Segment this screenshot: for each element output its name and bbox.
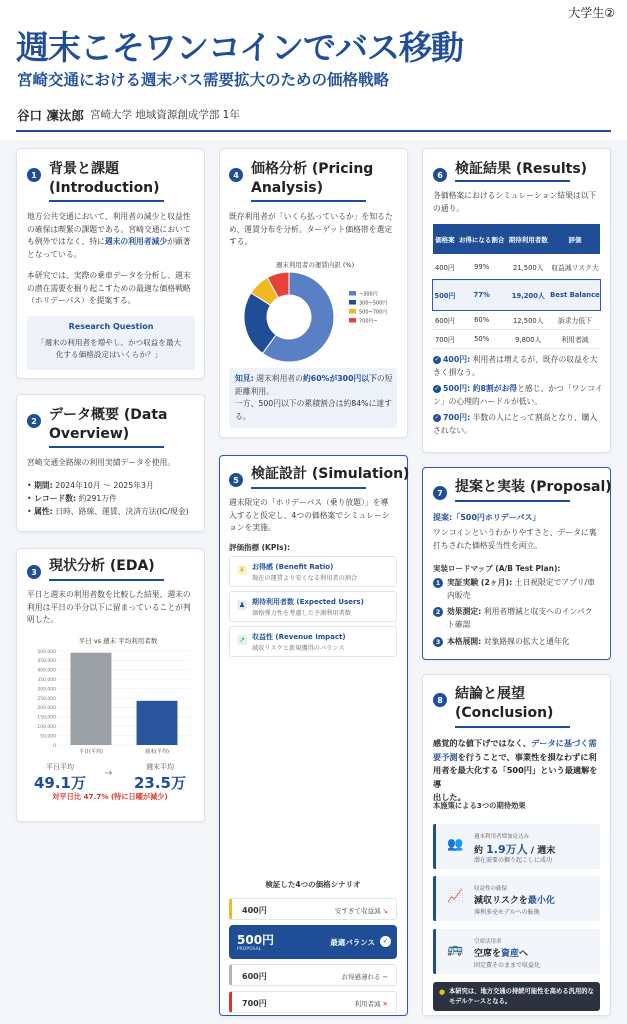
intro-paragraph: 地方公共交通において、利用者の減少と収益性 の確保は喫緊の課題である。宮崎交通において も例外ではなく、特に週末の利用者減少が顕著 となっている。 [27, 212, 191, 259]
effect-users: 👥 週末利用者増加見込み 約 1.9万人 / 週末 潜在需要の掘り起こしに成功 [433, 824, 600, 869]
chart-up-icon: ↗ [237, 635, 247, 645]
section-title: 検証結果 (Results) [455, 161, 588, 177]
bus-icon: 🚌 [447, 942, 464, 957]
fare-distribution-pie-chart [229, 256, 401, 368]
bar [71, 653, 112, 745]
legend-swatch [349, 291, 356, 296]
section-number-badge: 7 [433, 486, 447, 500]
section-title: 価格分析 (Pricing [251, 161, 374, 177]
roadmap-heading: 実装ロードマップ (A/B Test Plan): [433, 564, 561, 573]
data-bullets: • 期間: 2024年10月 〜 2025年3月 • レコード数: 約291万件 • 属性: 日時、路線、運賃、決済方法(IC/現金) [27, 481, 189, 516]
proposal-headline: 提案:「500円ホリデーパス」 [433, 513, 541, 522]
section-4-header [229, 160, 373, 198]
section-2-header [27, 406, 167, 444]
title-underline [251, 200, 366, 202]
trend-down-icon: ↘ [382, 907, 388, 915]
proposal-text: ワンコインというわかりやすさと、データに裏 打ちされた価格妥当性を両立。 [433, 528, 597, 550]
roadmap-step-3: 3 本格展開: 対象路線の拡大と通年化 [433, 636, 570, 649]
effects-heading: 本施策による3つの期待効果 [433, 801, 526, 810]
y-tick-label: 250,000 [37, 696, 56, 702]
results-table [433, 224, 600, 349]
y-tick-label: 200,000 [37, 706, 56, 712]
y-tick-label: 0 [53, 743, 56, 749]
pricing-paragraph: 既存利用者が「いくら払っているか」を知るた め、運賃分布を分析。ターゲット価格帯を選定 する。 [229, 212, 393, 246]
research-question-box [27, 316, 195, 370]
section-5-header [229, 465, 409, 487]
section-number-badge: 6 [433, 168, 447, 182]
data-intro: 宮崎交通全路線の利用実績データを使用。 [27, 458, 176, 467]
section-title: 背景と課題 [49, 161, 119, 177]
results-intro: 各価格案におけるシミュレーション結果は以下 の通り。 [433, 191, 597, 213]
intro-paragraph-2: 本研究では、実際の乗車データを分析し、週末 の潜在需要を掘り起こすための最適な価格戦略 （ホリデーパス）を提案する。 [27, 271, 191, 305]
chart-title: 週末利用者の運賃内訳 (%) [275, 261, 355, 269]
check-icon: ✓ [380, 936, 391, 947]
section-title-en: (Introduction) [49, 180, 160, 196]
section-number-badge: 1 [27, 168, 41, 182]
section-title: 結論と展望 [455, 686, 525, 702]
legend-swatch [349, 309, 356, 314]
section-1-header [27, 160, 160, 198]
corner-tag: 大学生② [568, 6, 615, 20]
author-name: 谷口 凜汰郎 [17, 108, 84, 123]
section-7-header [433, 478, 612, 500]
title-underline [49, 446, 164, 448]
conclusion-text: 感覚的な値下げではなく、データに基づく需 要予測を行うことで、事業性を損なわずに利 用者を最大化する「500円」という最適解を導 出した。 [433, 738, 598, 802]
scenario-600: 600円 お得感薄れる − [229, 964, 397, 986]
y-tick-label: 150,000 [37, 715, 56, 721]
y-tick-label: 300,000 [37, 687, 56, 693]
cross-icon: ✕ [382, 1000, 388, 1008]
y-tick-label: 50,000 [40, 734, 56, 740]
page-title: 週末こそワンコインでバス移動 [16, 28, 464, 67]
roadmap-step-2: 2 効果測定: 利用者増減と収支へのインパク ト確認 [433, 606, 592, 631]
section-title: 検証設計 (Simulation) [251, 466, 410, 482]
section-number-badge: 5 [229, 473, 243, 487]
x-tick-label: 週末(平均) [145, 749, 169, 755]
check-circle-icon: ✓ [434, 385, 440, 392]
y-tick-label: 450,000 [37, 659, 56, 665]
lightbulb-icon: ● [439, 988, 446, 996]
finding-text: 知見: 週末利用者の約60%が300円以下の短 距離利用。 一方、500円以下の累積割合は約84%に達す る。 [235, 374, 393, 421]
scenario-700: 700円 利用者減 ✕ [229, 991, 397, 1013]
section-title-en: Overview) [49, 426, 130, 442]
table-row: 600円 60% 12,500人 訴求力低下 [433, 310, 600, 329]
legend-label: 300~500円 [359, 300, 388, 307]
legend-label: ~300円 [359, 291, 378, 298]
y-tick-label: 350,000 [37, 678, 56, 683]
table-header-row: 価格案 お得になる割合 期待利用者数 評価 [433, 224, 600, 254]
section-8-header [433, 685, 553, 723]
section-title: 提案と実装 (Proposal) [455, 479, 612, 495]
effect-revenue: 📈 収益性の確保 減収リスクを最小化 薄利多売モデルへの転換 [433, 876, 600, 921]
table-row: 400円 99% 21,500人 収益減リスク大 [433, 254, 600, 280]
section-title: 現状分析 (EDA) [49, 558, 155, 574]
table-row: 700円 50% 9,800人 利用者減 [433, 329, 600, 348]
chart-up-icon: 📈 [447, 889, 464, 904]
chart-title: 平日 vs 週末 平均利用者数 [78, 637, 158, 645]
effect-seats: 🚌 空席活用率 空席を資産へ 固定費そのままで収益化 [433, 929, 600, 974]
simulation-paragraph: 週末限定の「ホリデーパス（乗り放題）」を導 入すると仮定し、4つの価格案でシミュレーシ ョンを実施。 [229, 498, 390, 532]
table-row-highlight: 500円 77% 19,200人 Best Balance [433, 280, 600, 310]
legend-swatch [349, 318, 356, 323]
section-title: データ概要 (Data [49, 407, 168, 423]
section-number-badge: 3 [27, 565, 41, 579]
weekday-weekend-bar-chart [24, 633, 196, 763]
title-underline [251, 487, 366, 489]
title-underline [49, 200, 164, 202]
x-tick-label: 平日(平均) [79, 749, 103, 755]
research-question-label: Research Question [68, 322, 154, 331]
title-underline [455, 500, 570, 502]
check-circle-icon: ✓ [434, 356, 440, 363]
users-icon: 👥 [447, 837, 464, 852]
users-icon: ♟ [238, 601, 246, 609]
scenario-500-proposal: 500円 PROPOSAL 最適バランス ✓ [229, 925, 397, 959]
dash-icon: − [382, 973, 388, 981]
title-underline [455, 180, 570, 182]
section-number-badge: 8 [433, 693, 447, 707]
section-6-header [433, 160, 587, 182]
yen-icon: ¥ [237, 565, 247, 575]
ratio-note: 対平日比 47.7% (特に日曜が減少) [52, 792, 168, 801]
y-tick-label: 100,000 [37, 725, 56, 730]
y-tick-label: 400,000 [37, 668, 56, 674]
weekday-stat: 平日平均 49.1万 [33, 763, 86, 792]
kpi-revenue-impact: ↗ 収益性 (Revenue Impact) 減収リスクと新規獲得のバランス [229, 626, 397, 657]
results-findings: ✓ 400円: 利用者は増えるが、既存の収益を大 きく損なう。 ✓ 500円: 約8割がお得と感じ、かつ「ワンコイ ン」の心理的ハードルが低い。 ✓ 700円: 半数の人にとって割高となり、購入 されない。 [433, 355, 603, 435]
section-title-en: (Conclusion) [455, 705, 554, 721]
research-question-text: 「週末の利用者を増やし、かつ収益を最大化する価格設定はいくらか？」 [36, 338, 182, 359]
eda-paragraph: 平日と週末の利用者数を比較した結果、週末の 利用は平日の半分以下に留まっていることが判 明した。 [27, 590, 191, 624]
author-affiliation: 宮崎大学 地域資源創成学部 1年 [90, 109, 240, 121]
y-tick-label: 500,000 [37, 649, 56, 655]
roadmap-step-1: 1 実証実験 (2ヶ月): 土日祝限定でアプリ/車 内販売 [433, 577, 595, 602]
legend-label: 700円~ [359, 318, 378, 325]
section-number-badge: 2 [27, 414, 41, 428]
footer-note-box: ● 本研究は、地方交通の持続可能性を高める汎用的なモデルケースとなる。 [433, 982, 600, 1011]
scenario-heading: 検証した4つの価格シナリオ [265, 880, 361, 889]
legend-swatch [349, 300, 356, 305]
kpi-expected-users: ♟ 期待利用者数 (Expected Users) 価格弾力性を考慮した予測利用者数 [229, 591, 397, 622]
check-circle-icon: ✓ [434, 414, 440, 421]
section-number-badge: 4 [229, 168, 243, 182]
header-rule [16, 130, 611, 132]
arrow-icon: → [104, 768, 113, 779]
kpi-heading: 評価指標 (KPIs): [229, 543, 291, 552]
title-underline [49, 579, 164, 581]
section-3-header [27, 557, 155, 579]
page-subtitle: 宮崎交通における週末バス需要拡大のための価格戦略 [17, 71, 390, 89]
bar [137, 701, 178, 745]
kpi-benefit-ratio: ¥ お得感 (Benefit Ratio) 現在の運賃より安くなる利用者の割合 [229, 556, 397, 587]
legend-label: 500~700円 [359, 309, 388, 316]
title-underline [455, 726, 570, 728]
weekend-stat: 週末平均 23.5万 [133, 763, 186, 792]
scenario-400: 400円 安すぎて収益減 ↘ [229, 898, 397, 920]
section-title-en: Analysis) [251, 180, 324, 196]
